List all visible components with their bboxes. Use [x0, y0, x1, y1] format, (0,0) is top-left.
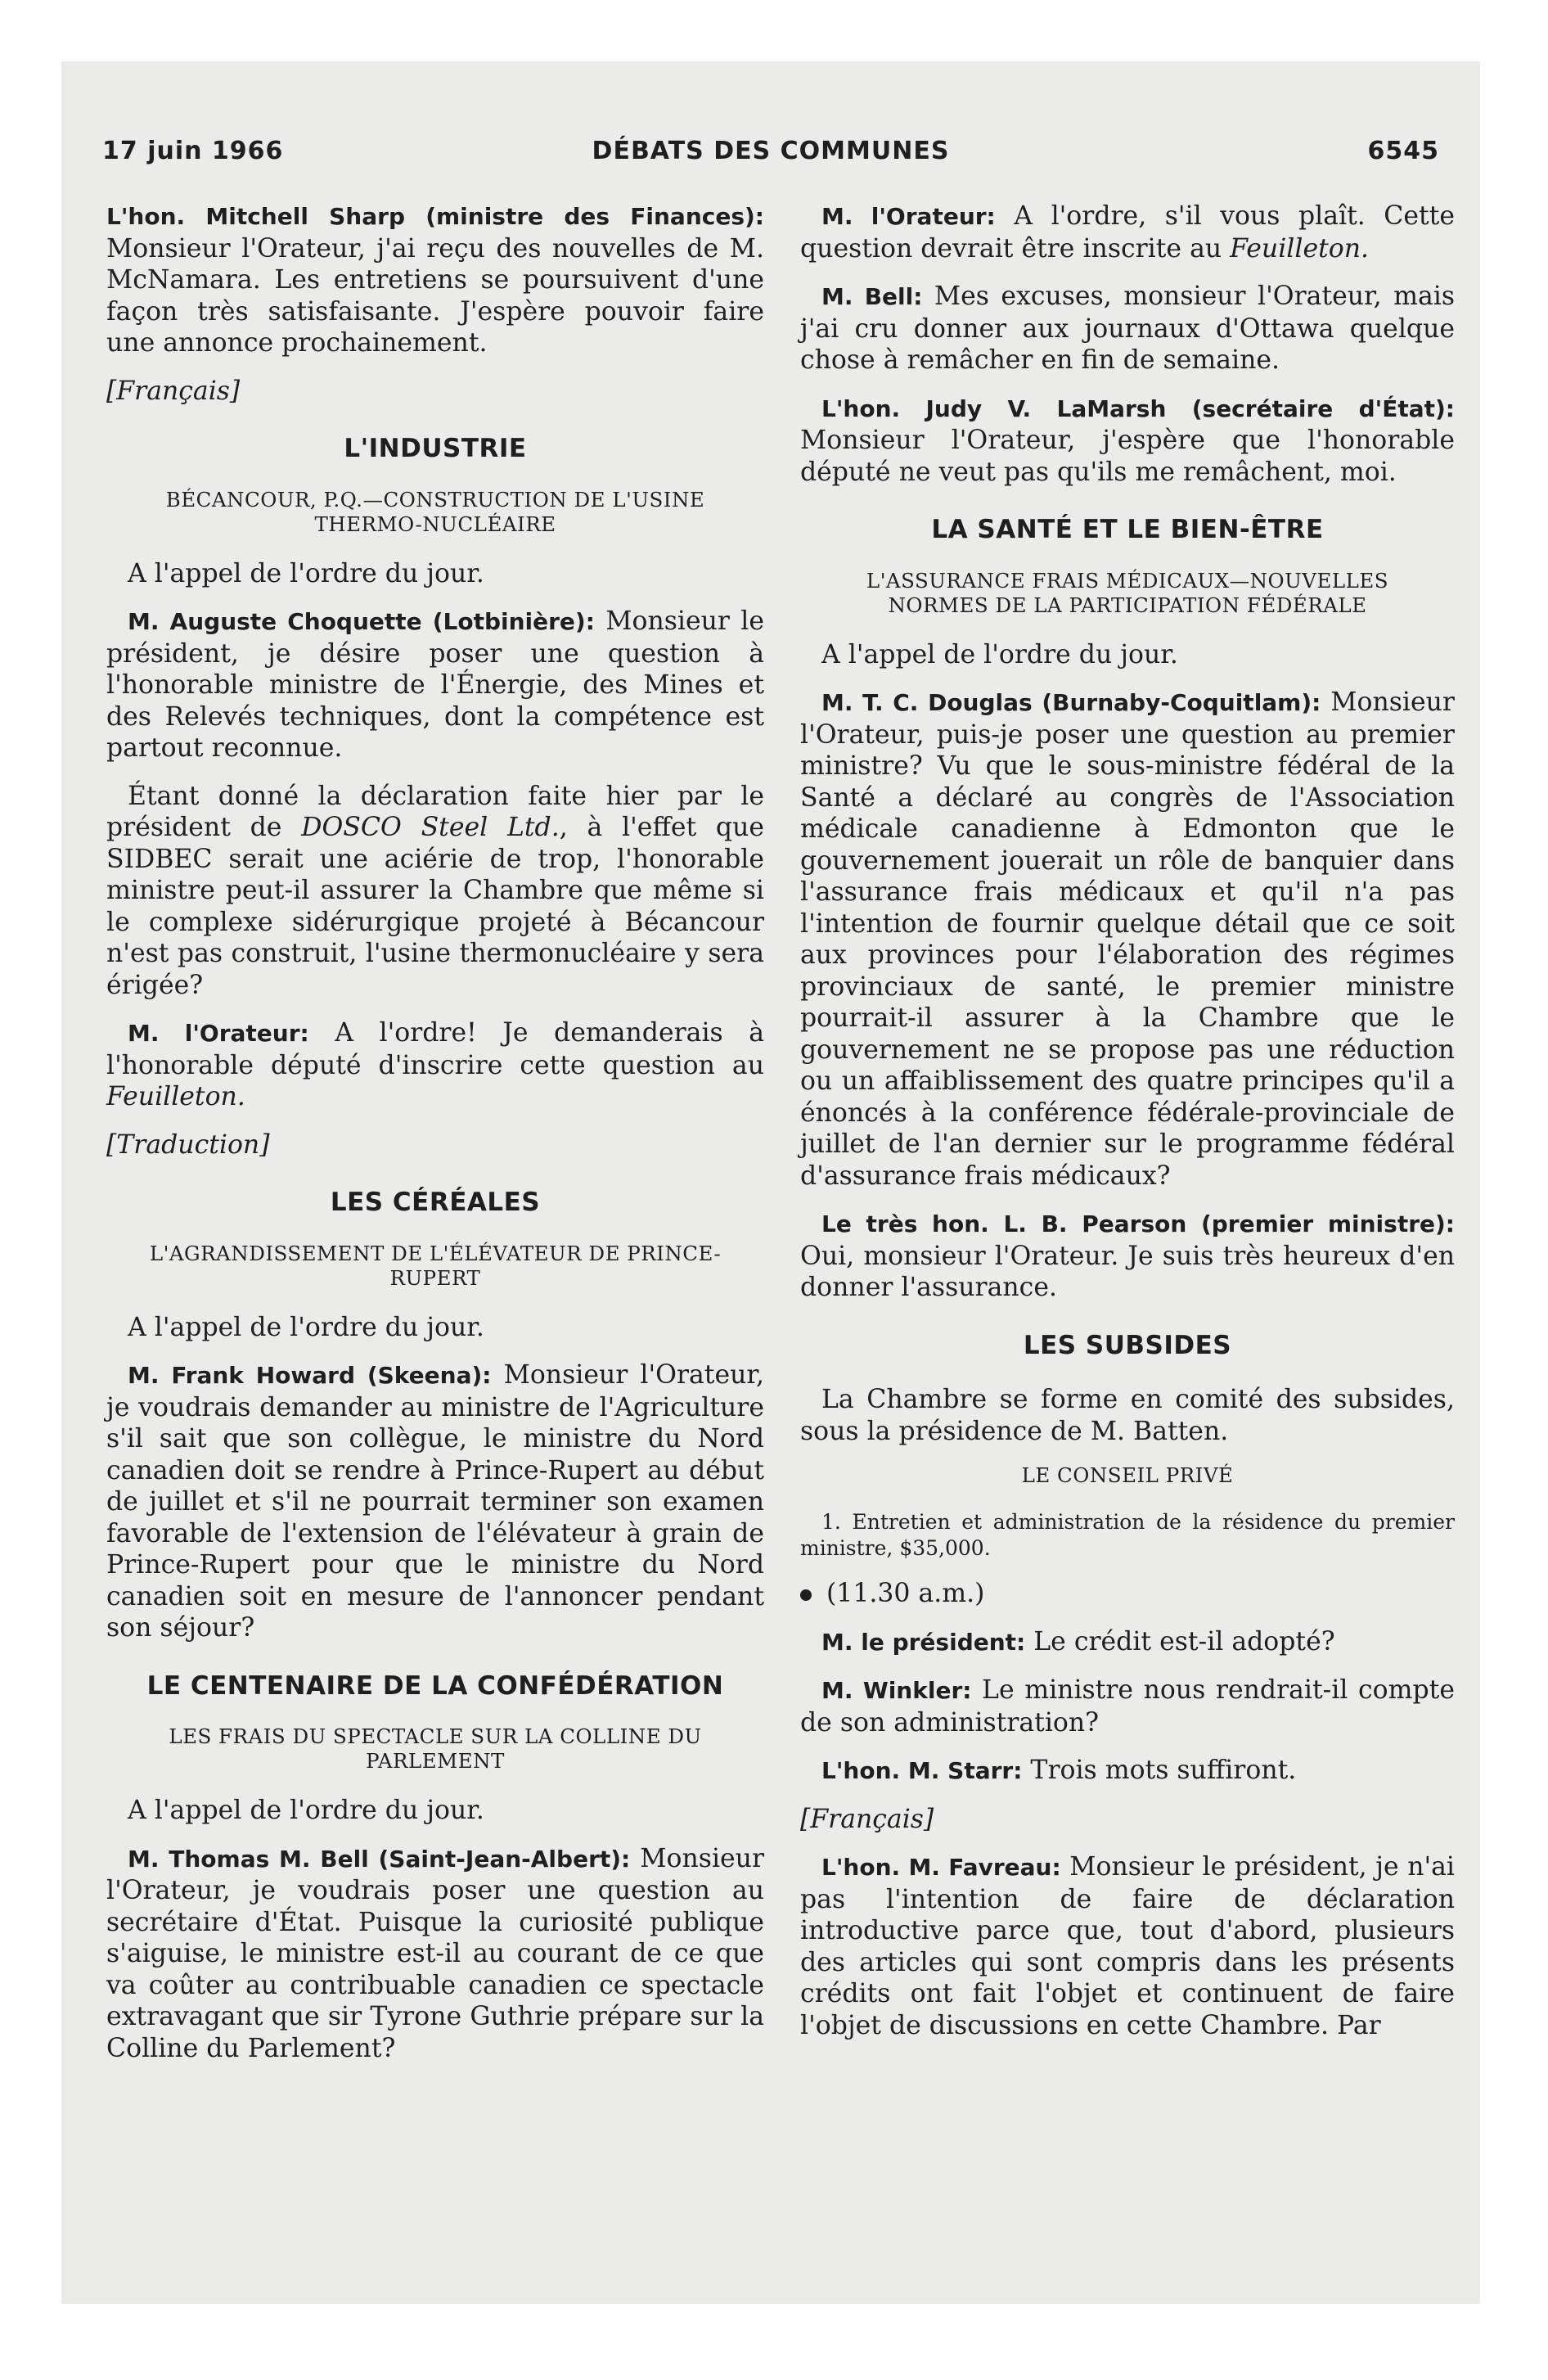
- speech-text: A l'ordre! Je demanderais à l'honorable député d'inscrire cette question au: [106, 1018, 764, 1080]
- speaker-name: M. Auguste Choquette (Lotbinière):: [128, 608, 595, 635]
- paragraph-lamarsh: [800, 393, 1455, 489]
- speech-text: Monsieur l'Orateur, puis-je poser une question au premier ministre? Vu que le sous-ministre fédéral de la Santé a déclaré au congrès de l'Association médicale canadienne à Edmonton que le gouvernement jouerait un rôle de banquier dans l'assurance frais médicaux et qu'il n'a pas l'intention de fournir quelque détail que ce soit aux provinces pour l'élaboration des régimes provinciaux de santé, le premier ministre pourrait-il assurer à la Chambre que le gouvernement ne se propose pas une réduction ou un affaiblissement des quatre principes qu'il a énoncés à la conférence fédérale-provinciale de juillet de l'an dernier sur le programme fédéral d'assurance frais médicaux?: [800, 687, 1455, 1191]
- paragraph-douglas: [800, 687, 1455, 1192]
- speech-text: A l'ordre, s'il vous plaît. Cette question devrait être inscrite au: [800, 201, 1455, 264]
- paragraph-comite: La Chambre se forme en comité des subsides, sous la présidence de M. Batten.: [800, 1385, 1455, 1446]
- speech-italic: Feuilleton.: [106, 1082, 245, 1111]
- speech-text: Le crédit est-il adopté?: [1025, 1626, 1335, 1657]
- speech-italic: DOSCO Steel Ltd.: [301, 813, 560, 842]
- paragraph-sharp: [106, 201, 764, 359]
- subheading-elevateur: L'AGRANDISSEMENT DE L'ÉLÉVATEUR DE PRINCE-RUPERT: [149, 1241, 722, 1290]
- order-of-day-call: A l'appel de l'ordre du jour.: [128, 1312, 484, 1342]
- paragraph-orateur-2: [800, 201, 1455, 264]
- speaker-name: L'hon. M. Starr:: [821, 1757, 1023, 1784]
- bullet-icon: [800, 1589, 812, 1601]
- speech-text: Monsieur l'Orateur, j'ai reçu des nouvelles de M. McNamara. Les entretiens se poursuivent d'une façon très satisfaisante. J'espère pouvoir faire une annonce prochainement.: [106, 233, 764, 358]
- section-heading-cereales: LES CÉRÉALES: [330, 1188, 541, 1217]
- paragraph-choquette: [106, 606, 764, 764]
- section-heading-sante: LA SANTÉ ET LE BIEN-ÊTRE: [931, 515, 1324, 544]
- speaker-name: L'hon. Judy V. LaMarsh (secrétaire d'État):: [821, 394, 1455, 422]
- subheading-spectacle: LES FRAIS DU SPECTACLE SUR LA COLLINE DU PARLEMENT: [169, 1724, 702, 1773]
- speaker-name: M. le président:: [821, 1628, 1026, 1656]
- paragraph-bell: [106, 1843, 764, 2065]
- speaker-name: M. Winkler:: [821, 1677, 972, 1704]
- scanned-page: [61, 61, 1480, 2304]
- order-of-day-call: A l'appel de l'ordre du jour.: [821, 639, 1178, 669]
- paragraph-pearson: [800, 1208, 1455, 1304]
- speaker-name: Le très hon. L. B. Pearson (premier ministre):: [821, 1210, 1455, 1237]
- header-date: 17 juin 1966: [102, 137, 284, 165]
- speaker-name: M. T. C. Douglas (Burnaby-Coquitlam):: [821, 689, 1321, 716]
- paragraph-howard: [106, 1359, 764, 1644]
- speech-text: Oui, monsieur l'Orateur. Je suis très heureux d'en donner l'assurance.: [800, 1241, 1455, 1302]
- speaker-name: L'hon. Mitchell Sharp (ministre des Finances):: [106, 203, 764, 230]
- speaker-name: M. Frank Howard (Skeena):: [128, 1362, 492, 1389]
- speaker-name: M. Bell:: [821, 283, 923, 310]
- header-page-number: 6545: [1367, 137, 1439, 165]
- language-tag: [Traduction]: [106, 1129, 270, 1160]
- speech-text: Mes excuses, monsieur l'Orateur, mais j'ai cru donner aux journaux d'Ottawa quelque chose à remâcher en fin de semaine.: [800, 282, 1455, 375]
- speech-text: Étant donné la déclaration faite hier par le président de: [106, 781, 764, 842]
- order-of-day-call: A l'appel de l'ordre du jour.: [128, 558, 484, 588]
- subheading-conseil: LE CONSEIL PRIVÉ: [1021, 1463, 1234, 1487]
- paragraph-dosco: [106, 781, 764, 1002]
- speaker-name: M. Thomas M. Bell (Saint-Jean-Albert):: [128, 1845, 631, 1873]
- order-of-day-call: A l'appel de l'ordre du jour.: [128, 1796, 484, 1825]
- speech-text: Monsieur le président, je n'ai pas l'intention de faire de déclaration introductive parce que, tout d'abord, plusieurs des articles qui sont compris dans les présents crédits ont fait l'objet et continuent de faire l'objet de discussions en cette Chambre. Par: [800, 1852, 1456, 2040]
- section-heading-industrie: L'INDUSTRIE: [344, 434, 527, 463]
- speaker-name: M. l'Orateur:: [128, 1020, 309, 1047]
- speech-text: Monsieur l'Orateur, je voudrais demander au ministre de l'Agriculture s'il sait que son collègue, le ministre du Nord canadien doit se rendre à Prince-Rupert au début de juillet et s'il ne pourrait terminer son examen favorable de l'extension de l'élévateur à grain de Prince-Rupert pour que le ministre du Nord canadien soit en mesure de l'annoncer pendant son séjour?: [106, 1360, 764, 1643]
- speaker-name: M. l'Orateur:: [821, 203, 996, 230]
- subheading-assurance: L'ASSURANCE FRAIS MÉDICAUX—NOUVELLES NORMES DE LA PARTICIPATION FÉDÉRALE: [866, 568, 1389, 617]
- speech-text: , à l'effet que SIDBEC serait une aciérie de trop, l'honorable ministre peut-il assurer la Chambre que même si le complexe sidérurgique projeté à Bécancour n'est pas construit, l'usine thermonucléaire y sera érigée?: [106, 813, 764, 1000]
- speech-text: Monsieur l'Orateur, j'espère que l'honorable député ne veut pas qu'ils me remâchent, moi.: [800, 426, 1455, 487]
- speech-text: Monsieur le président, je désire poser une question à l'honorable ministre de l'Énergie, des Mines et des Relevés techniques, dont la compétence est partout reconnue.: [106, 606, 764, 763]
- section-heading-subsides: LES SUBSIDES: [1023, 1330, 1232, 1360]
- subheading-becancour: BÉCANCOUR, P.Q.—CONSTRUCTION DE L'USINE THERMO-NUCLÉAIRE: [165, 487, 705, 536]
- speech-text: Trois mots suffiront.: [1022, 1756, 1297, 1785]
- speech-text: Le ministre nous rendrait-il compte de son administration?: [800, 1675, 1455, 1738]
- language-tag: [Français]: [106, 376, 241, 406]
- right-column: [800, 201, 1455, 2058]
- paragraph-favreau: [800, 1851, 1455, 2041]
- language-tag: [Français]: [800, 1804, 934, 1834]
- left-column: [106, 201, 764, 2080]
- paragraph-bell-2: [800, 281, 1455, 376]
- speaker-name: L'hon. M. Favreau:: [821, 1854, 1061, 1881]
- section-heading-centenaire: LE CENTENAIRE DE LA CONFÉDÉRATION: [146, 1670, 724, 1701]
- time-stamp: (11.30 a.m.): [826, 1579, 985, 1608]
- speech-text: Monsieur l'Orateur, je voudrais poser une question au secrétaire d'État. Puisque la curiosité publique s'aiguise, le ministre est-il au courant de ce que va coûter au contribuable canadien ce spectacle extravagant que sir Tyrone Guthrie prépare sur la Colline du Parlement?: [106, 1843, 765, 2063]
- speech-italic: Feuilleton.: [1230, 233, 1370, 264]
- paragraph-starr: [800, 1755, 1455, 1787]
- budget-item: 1. Entretien et administration de la résidence du premier ministre, $35,000.: [800, 1510, 1455, 1560]
- paragraph-president: [800, 1626, 1455, 1659]
- time-stamp-line: [800, 1578, 1455, 1610]
- page-header: [102, 137, 1439, 178]
- paragraph-orateur: [106, 1017, 764, 1113]
- paragraph-winkler: [800, 1675, 1455, 1738]
- header-title: DÉBATS DES COMMUNES: [592, 137, 950, 165]
